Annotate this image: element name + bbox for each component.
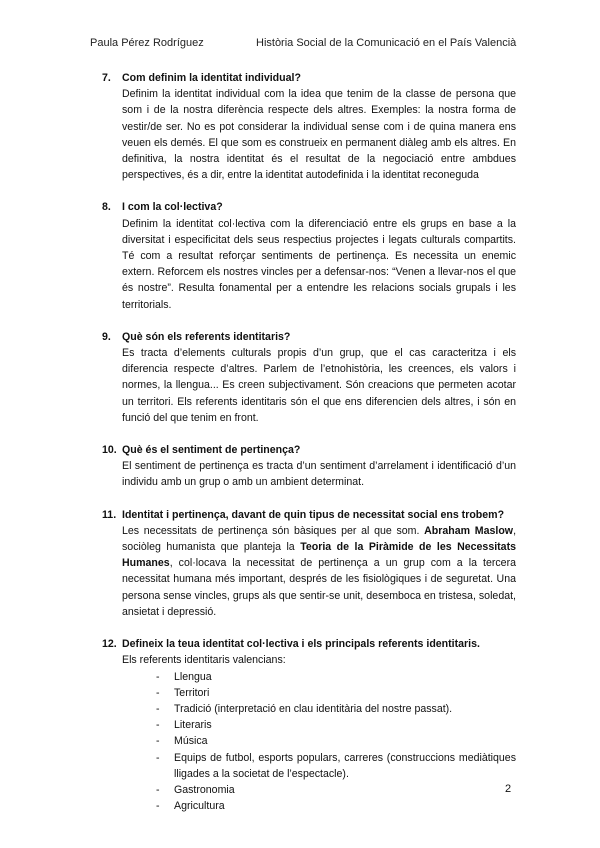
question-number: 9.: [102, 330, 111, 343]
answer-text: Es tracta d’elements culturals propis d’un grup, que el cas caracteritza i els diferencia respecte d’altres. Parlem de l’etnohistòria, les creences, els valors i normes, la llengua... Es creen subjectivament. Són creacions que permeten acotar un territori. Els referents identitaris són el que ens diferencien dels altres, i són en funció del que tenim en front.: [122, 347, 516, 424]
list-item-text: Tradició (interpretació en clau identitària del nostre passat).: [174, 702, 453, 715]
header-title: Història Social de la Comunicació en el País Valencià: [256, 37, 517, 49]
answer-mid: , sociòleg humanista que planteja la: [122, 524, 517, 554]
theory-name: Teoria de la Piràmide de les Necessitats Humanes: [122, 541, 516, 570]
question-number: 8.: [102, 201, 111, 214]
list-item-text: Llengua: [174, 670, 212, 683]
referents-list: [104, 669, 516, 815]
dash-bullet: -: [156, 686, 160, 699]
list-item-text: Gastronomia: [174, 783, 235, 796]
list-item: [156, 750, 516, 782]
list-item: [156, 782, 516, 798]
list-item: [156, 717, 516, 733]
answer-end: , col·locava la necessitat de pertinença a un grup com a la tercera necessitat humana més important, després de les fisiològiques i de seguretat. Una persona sense vincles, grups als que sentir-se unit, desemboca en tristesa, soledat, ansietat i depressió.: [122, 557, 516, 618]
list-item-text: Literaris: [174, 719, 212, 732]
question-number: 12.: [102, 638, 117, 651]
header-author: Paula Pérez Rodríguez: [90, 37, 204, 49]
list-item: [156, 669, 516, 685]
question-title: Què són els referents identitaris?: [122, 330, 291, 343]
question-7: [104, 70, 516, 183]
dash-bullet: -: [156, 751, 160, 764]
answer-text: [104, 523, 516, 620]
list-item: [156, 733, 516, 749]
question-9: [104, 329, 516, 426]
question-12: [104, 636, 516, 814]
list-item-text: Territori: [174, 686, 210, 699]
question-title: I com la col·lectiva?: [122, 201, 223, 214]
question-title: Com definim la identitat individual?: [122, 72, 301, 84]
dash-bullet: -: [156, 783, 160, 796]
dash-bullet: -: [156, 670, 160, 683]
dash-bullet: -: [156, 735, 160, 748]
dash-bullet: -: [156, 702, 160, 715]
question-title: Què és el sentiment de pertinença?: [122, 444, 301, 457]
list-item-text: Música: [174, 735, 208, 748]
dash-bullet: -: [156, 800, 160, 813]
answer-text: El sentiment de pertinença es tracta d’un sentiment d’arrelament i identificació d’un individu amb un grup o amb un ambient determinat.: [122, 460, 516, 489]
answer-text: Definim la identitat individual com la idea que tenim de la classe de persona que som i de la nostra diferència respecte dels altres. Exemples: la nostra forma de vestir/de ser. No es pot considerar la individual sense com i de quina manera ens veuen els demés. El que som es construeix en permanent diàleg amb els altres. En definitiva, la nostra identitat és el resultat de la negociació entre ambdues perspectives, és a dir, entre la identitat autodefinida i la identitat reconeguda: [122, 88, 516, 182]
question-title: Identitat i pertinença, davant de quin tipus de necessitat social ens trobem?: [122, 508, 505, 521]
maslow-name: Abraham Maslow: [424, 524, 514, 537]
list-item-text: Equips de futbol, esports populars, carreres (construccions mediàtiques lligades a la societat de l’espectacle).: [174, 751, 516, 780]
page-number: 2: [505, 783, 512, 795]
question-number: 10.: [102, 444, 117, 457]
list-intro: Els referents identitaris valencians:: [122, 654, 286, 667]
question-10: [104, 442, 516, 491]
question-number: 7.: [102, 72, 111, 84]
question-title: Defineix la teua identitat col·lectiva i els principals referents identitaris.: [122, 638, 480, 651]
question-8: [104, 199, 516, 312]
dash-bullet: -: [156, 719, 160, 732]
questions-content: [104, 70, 516, 830]
list-item: [156, 701, 516, 717]
list-item-text: Agricultura: [174, 800, 225, 813]
answer-text: Definim la identitat col·lectiva com la diferenciació entre els grups en base a la diversitat i especificitat dels seus respectius projectes i legats culturals compartits. Té com a resultat reforçar sentiments de pertinença. Es necessita un enemic extern. Reforcem els nostres vincles per a defensar-nos: “Venen a llevar-nos el que és nostre”. Resulta fonamental per a entendre les relacions socials grupals i les territorials.: [122, 217, 516, 311]
answer-intro: Les necessitats de pertinença són bàsiques per al que som.: [122, 524, 420, 537]
list-item: [156, 798, 516, 814]
question-11: [104, 507, 516, 620]
list-item: [156, 685, 516, 701]
question-number: 11.: [102, 508, 117, 521]
